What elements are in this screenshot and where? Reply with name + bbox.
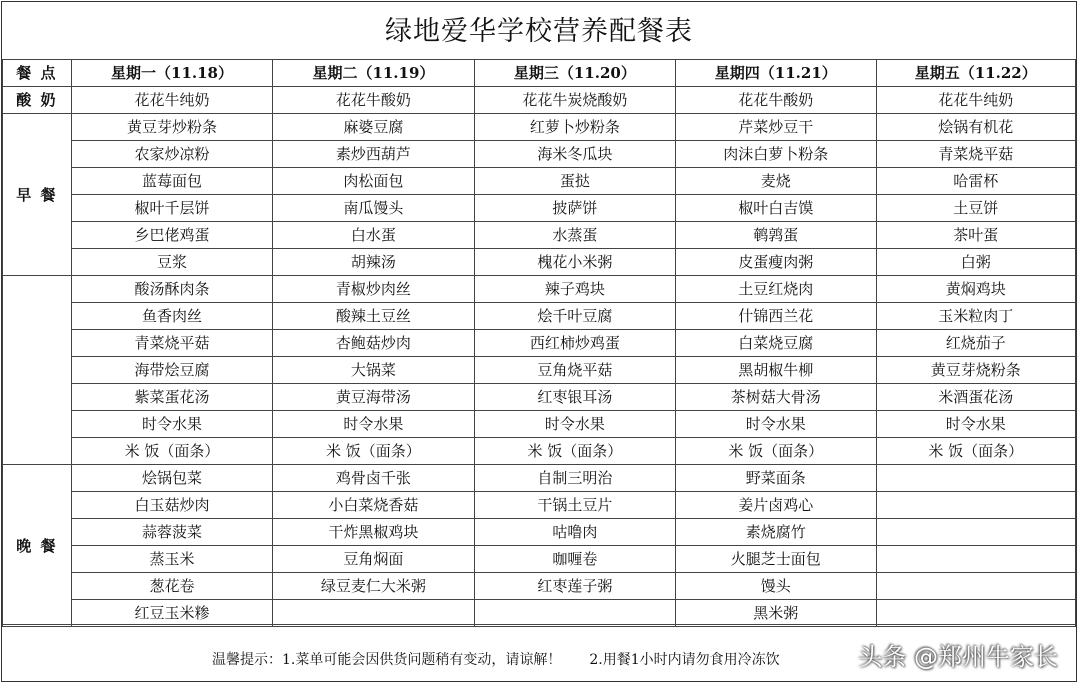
menu-cell: 黄焖鸡块 [876, 276, 1076, 303]
lunch-row [3, 384, 1076, 411]
day-header: 星期五（11.22） [876, 60, 1076, 87]
menu-cell: 咕噜肉 [474, 519, 675, 546]
menu-cell: 槐花小米粥 [474, 249, 675, 276]
menu-cell: 肉松面包 [273, 168, 474, 195]
menu-cell: 红烧茄子 [876, 330, 1076, 357]
tip-note-2: 2.用餐1小时内请勿食用冷冻饮 [589, 652, 780, 668]
menu-cell: 青椒炒肉丝 [273, 276, 474, 303]
breakfast-row [3, 249, 1076, 276]
menu-cell: 素烧腐竹 [676, 519, 876, 546]
menu-cell: 胡辣汤 [273, 249, 474, 276]
menu-cell: 红枣银耳汤 [474, 384, 675, 411]
menu-cell [876, 573, 1076, 600]
tip-note-1: 温馨提示：1.菜单可能会因供货问题稍有变动，请谅解！ [212, 652, 562, 668]
menu-cell: 黄豆芽烧粉条 [876, 357, 1076, 384]
menu-cell [876, 546, 1076, 573]
watermark-text: 头条 @郑州牛家长 [858, 643, 1058, 671]
menu-cell: 白水蛋 [273, 222, 474, 249]
menu-cell: 米 饭（面条） [71, 438, 272, 465]
menu-cell: 米 饭（面条） [876, 438, 1076, 465]
menu-cell: 黄豆芽炒粉条 [71, 114, 272, 141]
menu-cell: 椒叶白吉馍 [676, 195, 876, 222]
menu-cell: 米酒蛋花汤 [876, 384, 1076, 411]
lunch-row [3, 357, 1076, 384]
tip-text [212, 649, 808, 669]
dinner-row [3, 600, 1076, 627]
menu-cell: 白菜烧豆腐 [676, 330, 876, 357]
menu-cell: 鸡骨卤千张 [273, 465, 474, 492]
menu-cell: 绿豆麦仁大米粥 [273, 573, 474, 600]
menu-cell: 素炒西葫芦 [273, 141, 474, 168]
menu-cell: 茶树菇大骨汤 [676, 384, 876, 411]
menu-cell: 海带烩豆腐 [71, 357, 272, 384]
menu-cell: 红豆玉米糁 [71, 600, 272, 627]
yogurt-row [3, 87, 1076, 114]
breakfast-row [3, 195, 1076, 222]
menu-cell: 什锦西兰花 [676, 303, 876, 330]
menu-cell: 青菜烧平菇 [876, 141, 1076, 168]
menu-cell: 茶叶蛋 [876, 222, 1076, 249]
menu-cell: 玉米粒肉丁 [876, 303, 1076, 330]
breakfast-row [3, 168, 1076, 195]
menu-cell: 干炸黑椒鸡块 [273, 519, 474, 546]
menu-cell: 火腿芝士面包 [676, 546, 876, 573]
menu-sheet [1, 1, 1077, 682]
menu-cell: 馒头 [676, 573, 876, 600]
menu-cell: 酸辣土豆丝 [273, 303, 474, 330]
meal-column-header: 餐 点 [3, 60, 72, 87]
menu-cell: 时令水果 [876, 411, 1076, 438]
lunch-row [3, 276, 1076, 303]
page-title: 绿地爱华学校营养配餐表 [385, 16, 693, 47]
menu-cell: 烩锅包菜 [71, 465, 272, 492]
menu-cell: 红萝卜炒粉条 [474, 114, 675, 141]
menu-cell [876, 492, 1076, 519]
dinner-row [3, 546, 1076, 573]
menu-cell: 大锅菜 [273, 357, 474, 384]
menu-cell: 时令水果 [474, 411, 675, 438]
menu-cell: 哈雷杯 [876, 168, 1076, 195]
menu-cell [273, 600, 474, 627]
menu-cell: 烩锅有机花 [876, 114, 1076, 141]
menu-cell: 葱花卷 [71, 573, 272, 600]
menu-cell: 白粥 [876, 249, 1076, 276]
menu-cell: 咖喱卷 [474, 546, 675, 573]
menu-cell [876, 519, 1076, 546]
menu-cell: 杏鲍菇炒肉 [273, 330, 474, 357]
day-header: 星期二（11.19） [273, 60, 474, 87]
menu-cell: 蒜蓉菠菜 [71, 519, 272, 546]
menu-cell: 黑米粥 [676, 600, 876, 627]
menu-cell: 水蒸蛋 [474, 222, 675, 249]
menu-cell: 米 饭（面条） [676, 438, 876, 465]
menu-cell: 农家炒凉粉 [71, 141, 272, 168]
meal-label-breakfast: 早 餐 [3, 114, 72, 276]
meal-label-lunch [3, 276, 72, 465]
menu-cell: 时令水果 [71, 411, 272, 438]
lunch-row [3, 411, 1076, 438]
menu-cell: 鹌鹑蛋 [676, 222, 876, 249]
menu-cell: 椒叶千层饼 [71, 195, 272, 222]
menu-cell: 花花牛纯奶 [71, 87, 272, 114]
breakfast-row [3, 114, 1076, 141]
menu-cell: 鱼香肉丝 [71, 303, 272, 330]
menu-cell [876, 465, 1076, 492]
menu-cell: 西红柿炒鸡蛋 [474, 330, 675, 357]
day-header: 星期三（11.20） [474, 60, 675, 87]
day-header: 星期四（11.21） [676, 60, 876, 87]
lunch-row [3, 438, 1076, 465]
lunch-row [3, 330, 1076, 357]
menu-cell: 皮蛋瘦肉粥 [676, 249, 876, 276]
menu-cell: 紫菜蛋花汤 [71, 384, 272, 411]
menu-cell: 肉沫白萝卜粉条 [676, 141, 876, 168]
menu-cell: 花花牛纯奶 [876, 87, 1076, 114]
menu-cell: 乡巴佬鸡蛋 [71, 222, 272, 249]
menu-cell: 黄豆海带汤 [273, 384, 474, 411]
header-row [3, 60, 1076, 87]
dinner-row [3, 465, 1076, 492]
day-header: 星期一（11.18） [71, 60, 272, 87]
menu-cell: 蒸玉米 [71, 546, 272, 573]
lunch-row [3, 303, 1076, 330]
menu-cell: 酸汤酥肉条 [71, 276, 272, 303]
menu-cell [876, 600, 1076, 627]
menu-cell: 南瓜馒头 [273, 195, 474, 222]
menu-cell [474, 600, 675, 627]
meal-label-yogurt: 酸 奶 [3, 87, 72, 114]
dinner-row [3, 492, 1076, 519]
menu-cell: 蓝莓面包 [71, 168, 272, 195]
menu-cell: 辣子鸡块 [474, 276, 675, 303]
menu-cell: 麦烧 [676, 168, 876, 195]
menu-cell: 姜片卤鸡心 [676, 492, 876, 519]
menu-cell: 花花牛炭烧酸奶 [474, 87, 675, 114]
menu-cell: 小白菜烧香菇 [273, 492, 474, 519]
dinner-row [3, 573, 1076, 600]
menu-cell: 披萨饼 [474, 195, 675, 222]
menu-cell: 芹菜炒豆干 [676, 114, 876, 141]
menu-cell: 自制三明治 [474, 465, 675, 492]
breakfast-row [3, 141, 1076, 168]
menu-cell: 米 饭（面条） [273, 438, 474, 465]
menu-cell: 白玉菇炒肉 [71, 492, 272, 519]
meal-label-dinner: 晚 餐 [3, 465, 72, 627]
menu-cell: 野菜面条 [676, 465, 876, 492]
menu-cell: 红枣莲子粥 [474, 573, 675, 600]
menu-cell: 豆角焖面 [273, 546, 474, 573]
menu-cell: 干锅土豆片 [474, 492, 675, 519]
menu-cell: 土豆红烧肉 [676, 276, 876, 303]
menu-cell: 时令水果 [676, 411, 876, 438]
menu-table-body [3, 60, 1076, 627]
menu-cell: 麻婆豆腐 [273, 114, 474, 141]
menu-cell: 蛋挞 [474, 168, 675, 195]
menu-cell: 米 饭（面条） [474, 438, 675, 465]
breakfast-row [3, 222, 1076, 249]
menu-cell: 烩千叶豆腐 [474, 303, 675, 330]
menu-cell: 青菜烧平菇 [71, 330, 272, 357]
menu-cell: 海米冬瓜块 [474, 141, 675, 168]
dinner-row [3, 519, 1076, 546]
menu-cell: 豆角烧平菇 [474, 357, 675, 384]
menu-cell: 土豆饼 [876, 195, 1076, 222]
menu-cell: 时令水果 [273, 411, 474, 438]
menu-cell: 豆浆 [71, 249, 272, 276]
menu-cell: 花花牛酸奶 [273, 87, 474, 114]
menu-table [2, 59, 1076, 627]
footer-notes [2, 624, 1076, 684]
menu-cell: 花花牛酸奶 [676, 87, 876, 114]
menu-cell: 黑胡椒牛柳 [676, 357, 876, 384]
